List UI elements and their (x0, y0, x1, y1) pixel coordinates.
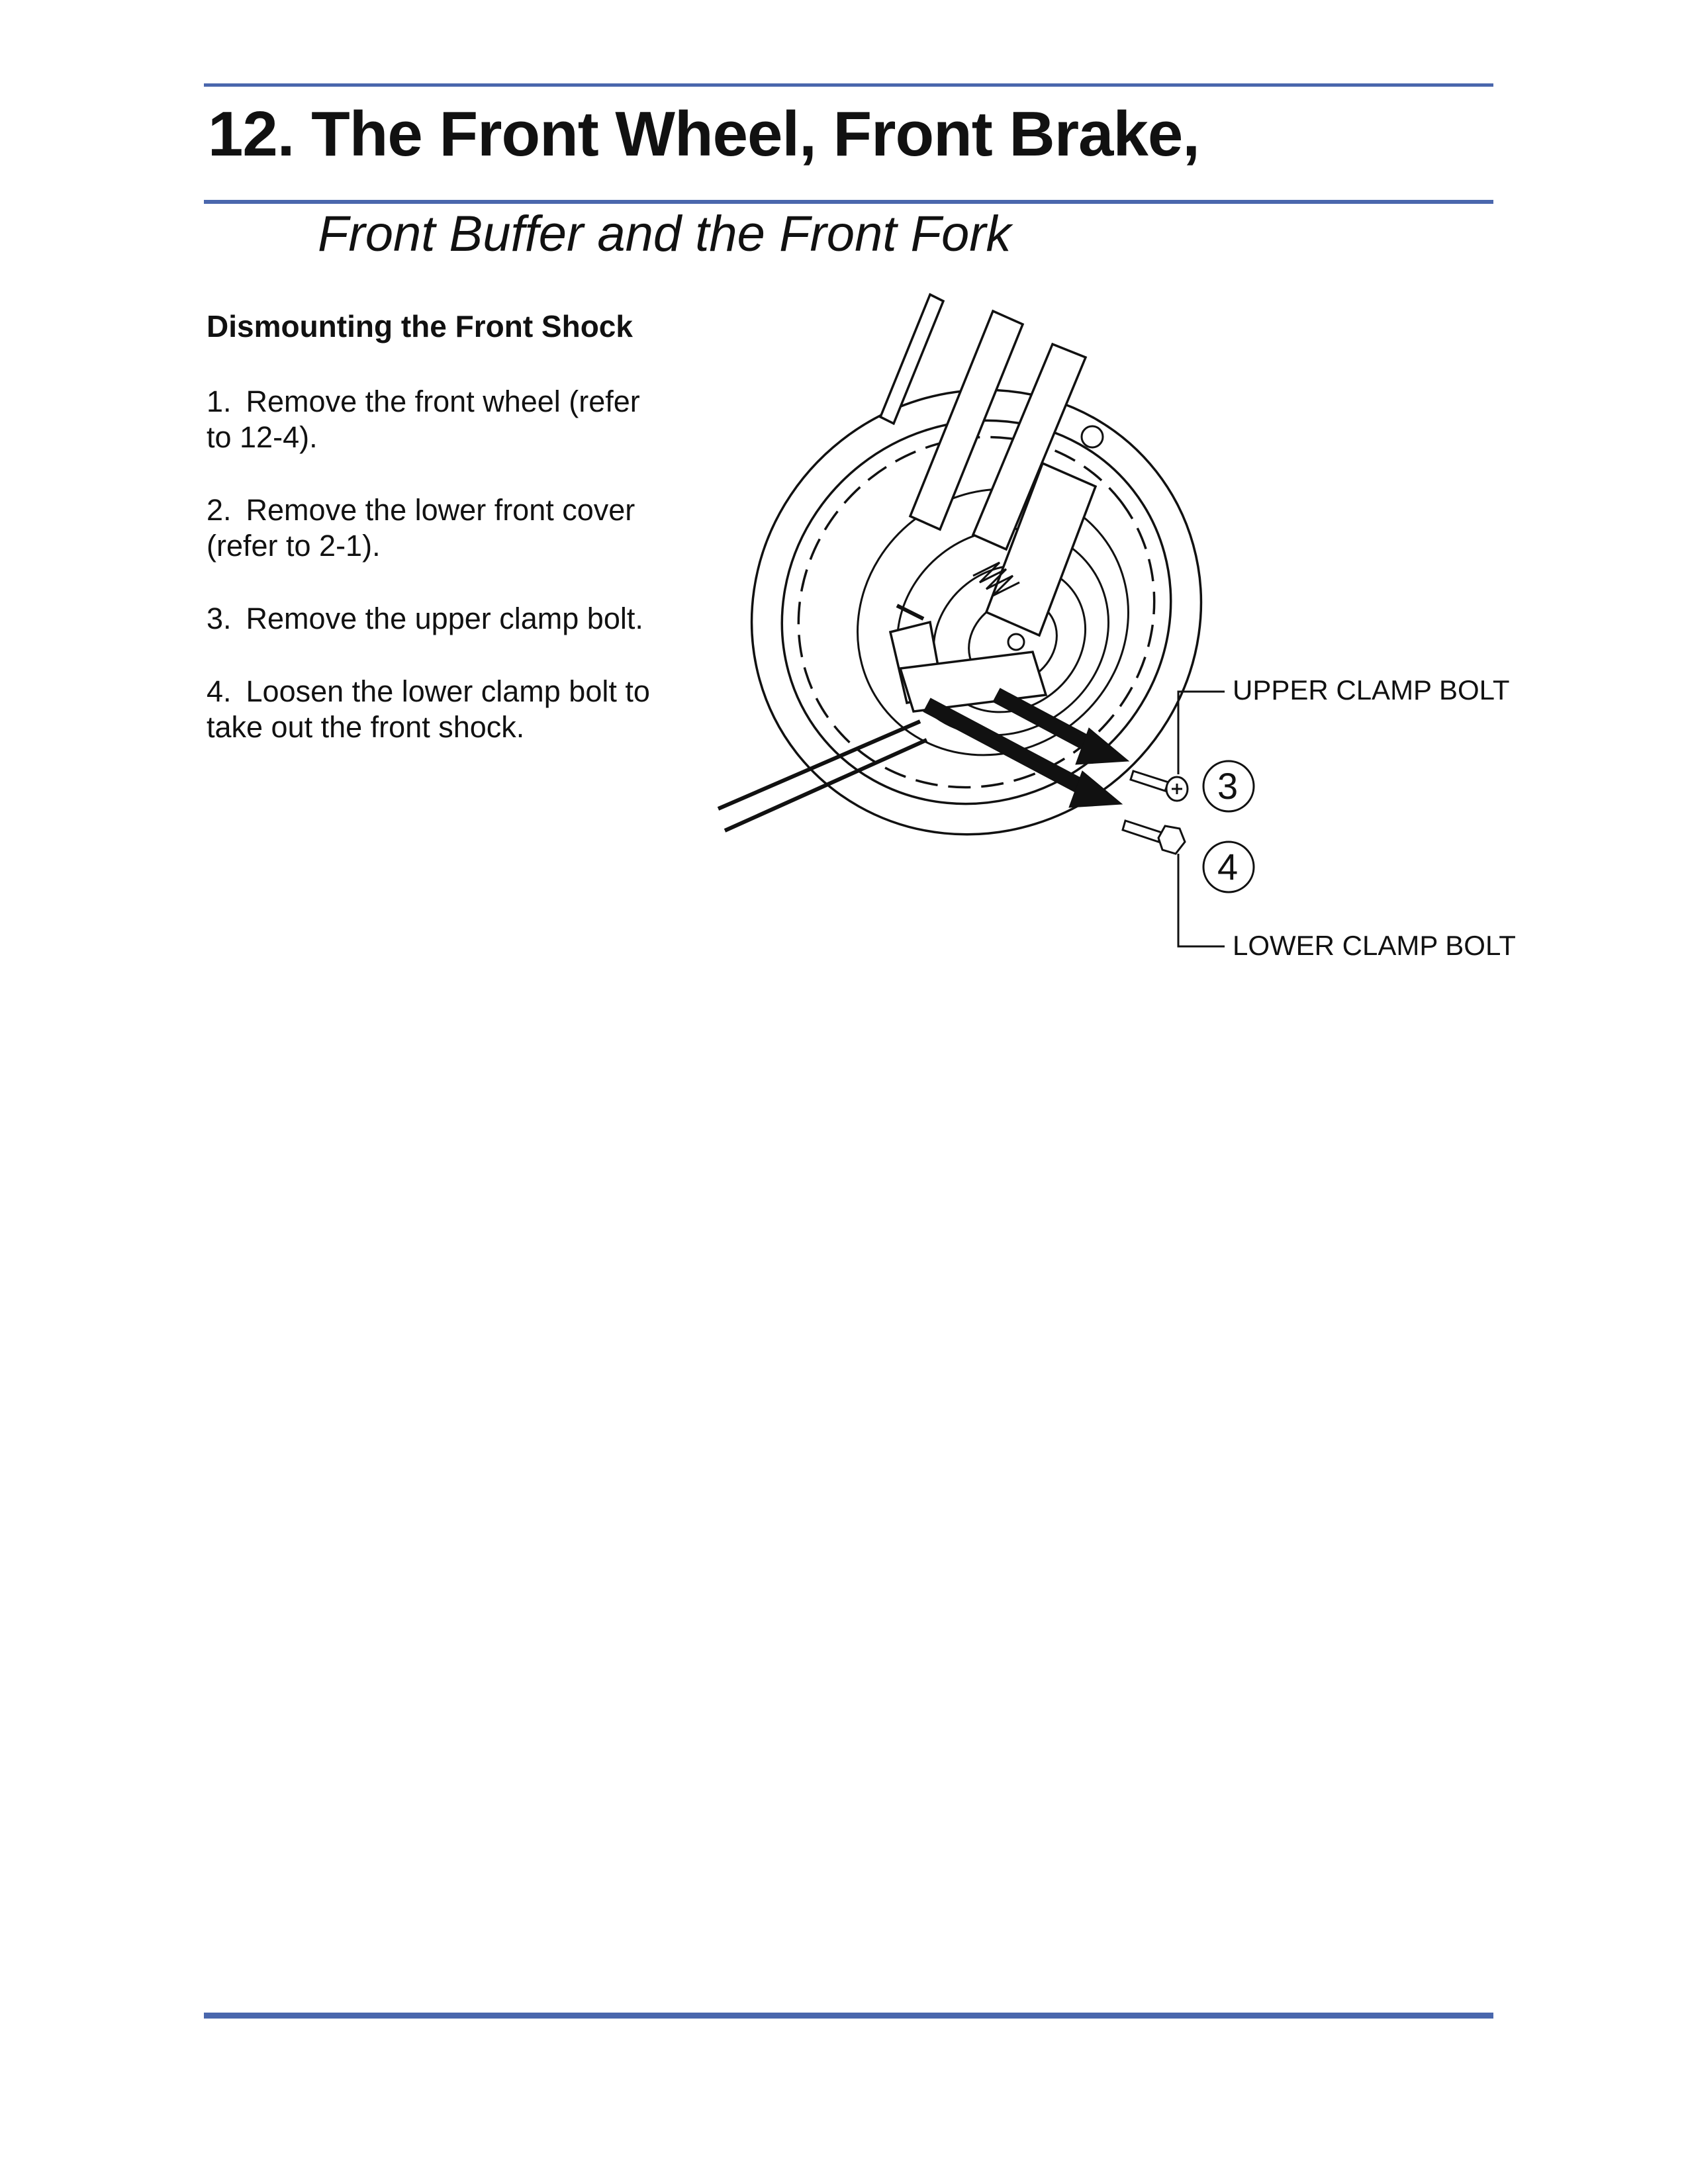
callout-number-4: 4 (1217, 846, 1239, 887)
step-2 (207, 492, 663, 564)
chapter-title: 12. The Front Wheel, Front Brake, (208, 99, 1199, 169)
callout-leaders (1178, 692, 1225, 946)
lower-clamp-bolt-icon (1123, 821, 1185, 854)
title-rule (204, 200, 1493, 204)
front-fork (880, 295, 1096, 711)
step-text: Loosen the lower clamp bolt to take out the front shock. (207, 674, 650, 744)
section-heading: Dismounting the Front Shock (207, 309, 633, 343)
step-4 (207, 674, 663, 745)
step-3 (207, 601, 663, 637)
step-number: 3. (207, 602, 232, 635)
front-shock-illustration (702, 285, 1489, 979)
removal-arrows (927, 695, 1129, 807)
step-text: Remove the front wheel (refer to 12-4). (207, 385, 640, 454)
step-1 (207, 384, 663, 455)
step-number: 4. (207, 674, 232, 708)
step-number: 2. (207, 493, 232, 527)
chapter-subtitle: Front Buffer and the Front Fork (318, 206, 1011, 262)
step-text: Remove the upper clamp bolt. (246, 602, 643, 635)
upper-clamp-bolt-icon (1131, 771, 1188, 801)
lower-clamp-bolt-label: LOWER CLAMP BOLT (1233, 930, 1516, 961)
callout-number-3: 3 (1217, 765, 1239, 807)
step-number: 1. (207, 385, 232, 418)
top-rule (204, 83, 1493, 87)
upper-clamp-bolt-label: UPPER CLAMP BOLT (1233, 674, 1510, 705)
bottom-rule (204, 2013, 1493, 2019)
step-text: Remove the lower front cover (refer to 2-1). (207, 493, 635, 563)
